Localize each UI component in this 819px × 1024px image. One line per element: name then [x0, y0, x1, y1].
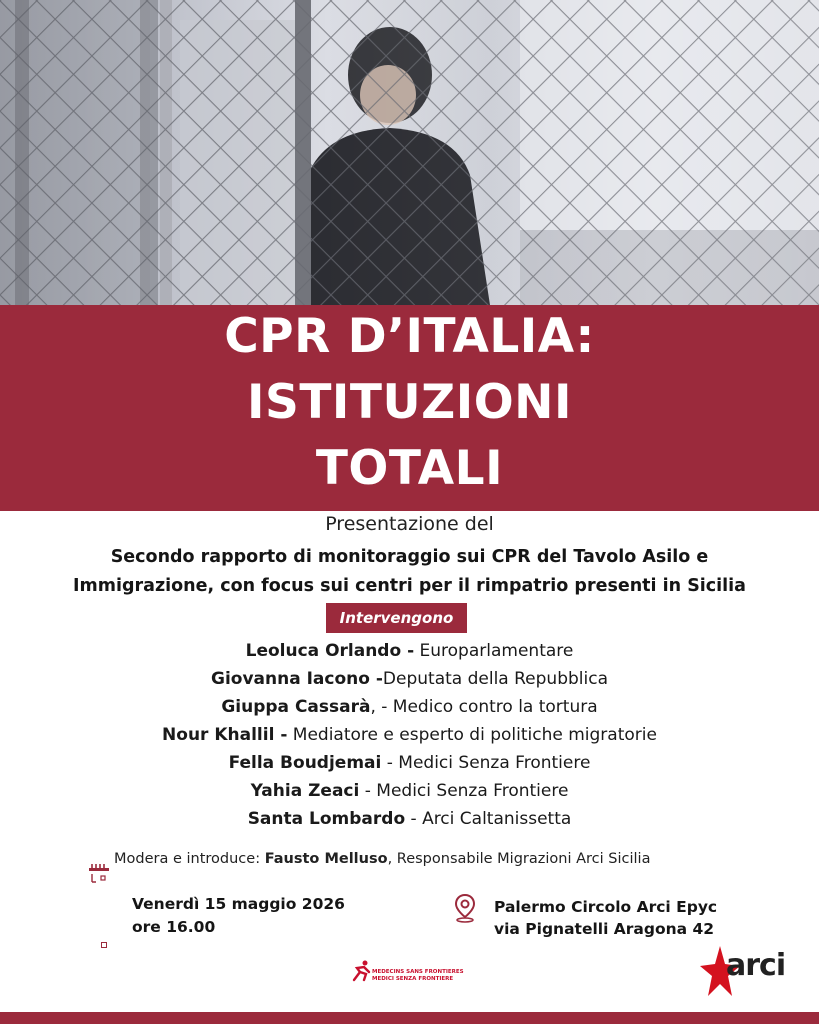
- speaker-row: [0, 641, 819, 661]
- speaker-row: [0, 753, 819, 773]
- bottom-bar: [0, 1012, 819, 1024]
- fence-photo-illustration: [0, 0, 819, 305]
- title-band: [0, 305, 819, 511]
- presentation-label: Presentazione del: [325, 513, 494, 535]
- report-title-line-2: Immigrazione, con focus sui centri per il rimpatrio presenti in Sicilia: [73, 576, 746, 596]
- msf-running-man-icon: [352, 960, 372, 982]
- bullet-icon: [101, 942, 107, 948]
- speaker-role: - Arci Caltanissetta: [405, 809, 572, 829]
- moderator-prefix: Modera e introduce:: [114, 851, 265, 867]
- speaker-row: [0, 725, 819, 745]
- hero-photo: [0, 0, 819, 305]
- arci-logo-text: arci: [726, 948, 786, 983]
- event-time: ore 16.00: [132, 918, 216, 936]
- speaker-name: Nour Khallil -: [162, 725, 288, 745]
- location-line-2: via Pignatelli Aragona 42: [494, 920, 715, 938]
- speaker-name: Giuppa Cassarà: [221, 697, 371, 717]
- moderator-role: , Responsabile Migrazioni Arci Sicilia: [387, 851, 651, 867]
- title-line-1: CPR D’ITALIA:: [224, 309, 595, 364]
- speaker-role: Deputata della Repubblica: [382, 669, 608, 689]
- speaker-role: , - Medico contro la tortura: [370, 697, 598, 717]
- title-line-2: ISTITUZIONI: [247, 375, 572, 430]
- location-line-1: Palermo Circolo Arci Epyc: [494, 898, 718, 916]
- speaker-name: Leoluca Orlando -: [245, 641, 415, 661]
- report-title-line-1: Secondo rapporto di monitoraggio sui CPR del Tavolo Asilo e: [110, 547, 709, 567]
- speaker-row: [0, 809, 819, 829]
- speaker-name: Santa Lombardo: [247, 809, 406, 829]
- speaker-role: Europarlamentare: [414, 641, 574, 661]
- msf-logo-line-2: MEDICI SENZA FRONTIERE: [372, 976, 454, 982]
- moderator-name: Fausto Melluso: [264, 851, 388, 867]
- speaker-row: [0, 669, 819, 689]
- event-date: Venerdì 15 maggio 2026: [132, 895, 345, 913]
- speaker-role: Mediatore e esperto di politiche migratorie: [287, 725, 657, 745]
- calendar-icon: [88, 862, 110, 886]
- speaker-name: Giovanna Iacono -: [211, 669, 383, 689]
- speaker-name: Fella Boudjemai: [228, 753, 382, 773]
- msf-logo-line-1: MEDECINS SANS FRONTIERES: [372, 969, 464, 975]
- location-pin-icon: [453, 893, 477, 923]
- title-line-3: TOTALI: [315, 441, 504, 496]
- speaker-row: [0, 697, 819, 717]
- speaker-row: [0, 781, 819, 801]
- moderator-line: [114, 851, 650, 867]
- speakers-badge: Intervengono: [326, 603, 467, 633]
- speaker-role: - Medici Senza Frontiere: [381, 753, 591, 773]
- speaker-role: - Medici Senza Frontiere: [359, 781, 569, 801]
- speaker-name: Yahia Zeaci: [250, 781, 360, 801]
